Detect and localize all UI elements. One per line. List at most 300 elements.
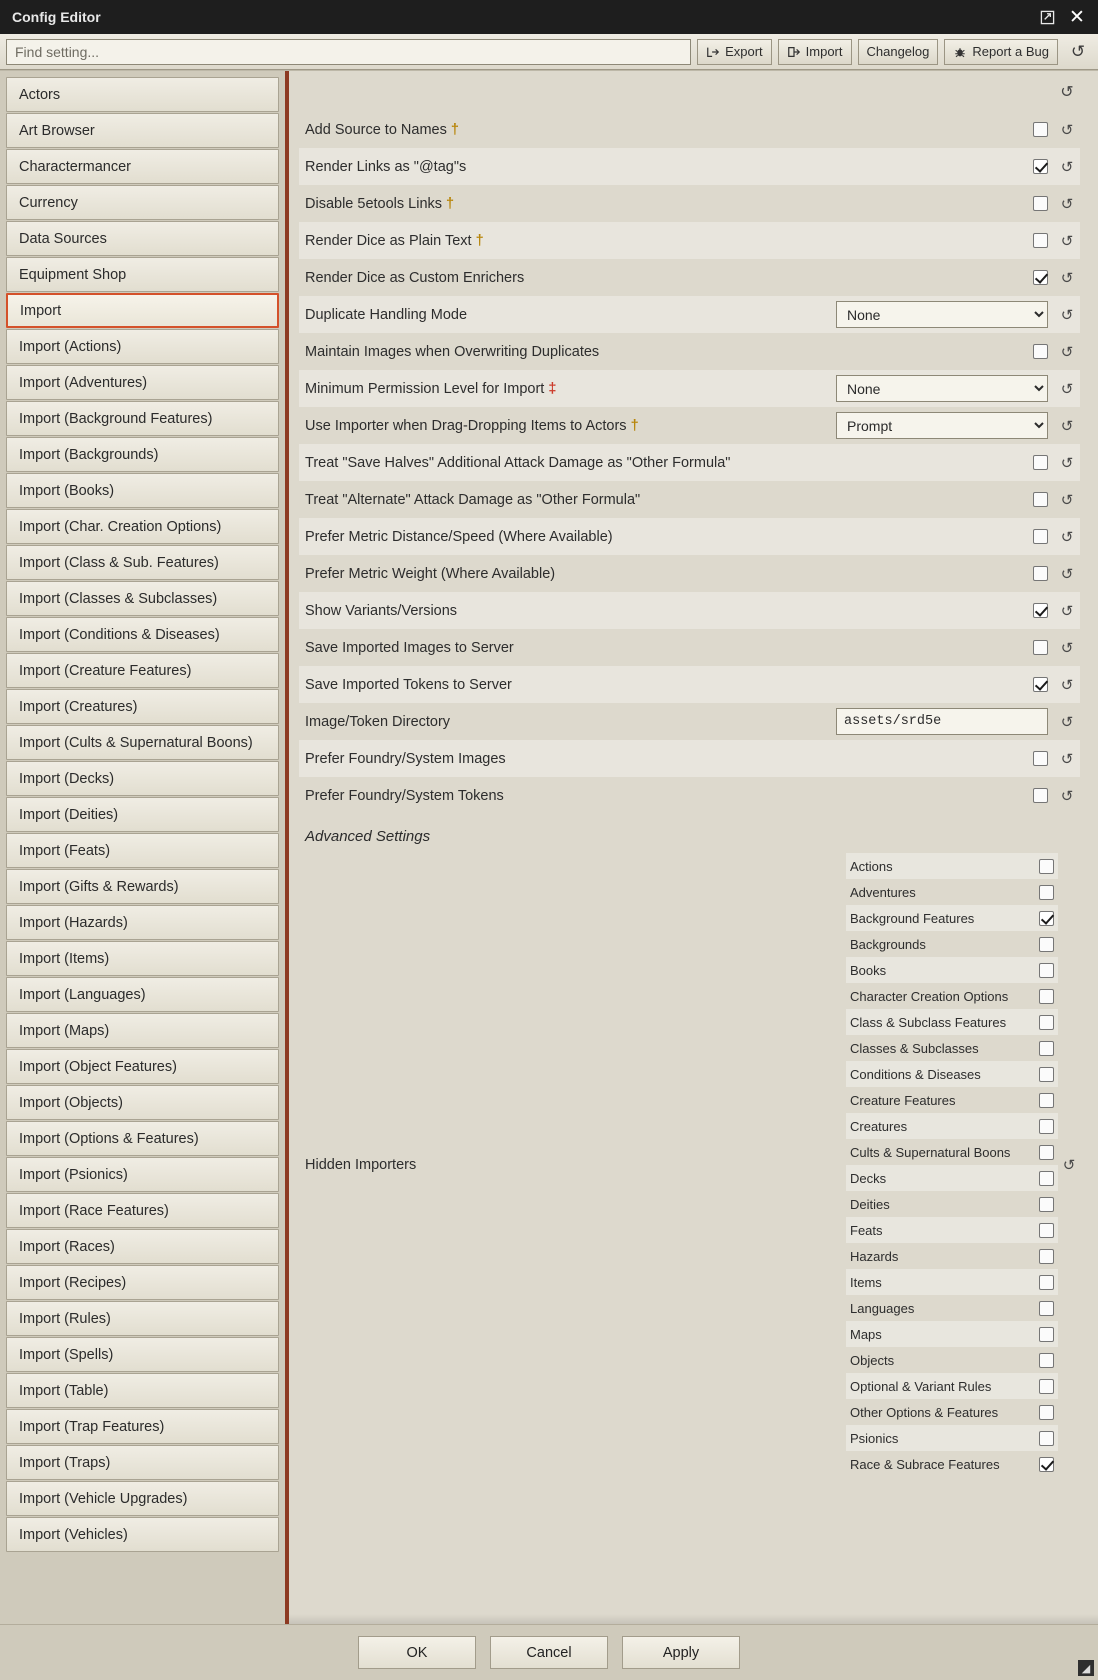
sidebar-item-label: Import (Cults & Supernatural Boons) [19,734,253,751]
sidebar-item-label: Import (Creature Features) [19,662,192,679]
setting-label-text: Prefer Metric Weight (Where Available) [305,565,556,582]
setting-checkbox[interactable] [1033,492,1048,507]
hidden-importer-label: Adventures [850,884,916,900]
setting-row [299,666,1080,703]
setting-reset-icon[interactable]: ↺ [1060,158,1074,176]
setting-control [836,412,1048,439]
setting-checkbox[interactable] [1033,233,1048,248]
sidebar-item-art-browser[interactable] [6,113,279,148]
hidden-importer-row [846,1061,1058,1087]
setting-label-text: Image/Token Directory [305,713,451,730]
hidden-importer-label: Creatures [850,1118,908,1134]
popout-icon[interactable] [1032,4,1062,30]
sidebar-item-import-feats[interactable] [6,833,279,868]
window-title: Config Editor [12,9,101,25]
setting-checkbox[interactable] [1033,603,1048,618]
sidebar-item-label: Import (Background Features) [19,410,213,427]
setting-label-text: Prefer Foundry/System Tokens [305,787,504,804]
setting-reset-icon[interactable]: ↺ [1060,750,1074,768]
setting-label-text: Treat "Alternate" Attack Damage as "Other Formula" [305,491,641,508]
sidebar-item-import-backgrounds[interactable] [6,437,279,472]
hidden-importer-label: Books [850,962,887,978]
hidden-importer-label: Optional & Variant Rules [850,1378,992,1394]
sidebar-item-import-trap-features[interactable] [6,1409,279,1444]
setting-row [299,592,1080,629]
setting-row [299,407,1080,444]
hidden-importers-control [846,853,1080,1477]
setting-label [305,677,828,693]
setting-reset-icon[interactable]: ↺ [1060,121,1074,139]
setting-control [836,455,1048,470]
hidden-importer-row [846,1009,1058,1035]
hidden-importer-row [846,1269,1058,1295]
setting-reset-icon[interactable]: ↺ [1060,306,1074,324]
sidebar-item-import-object-features[interactable] [6,1049,279,1084]
sidebar-item-label: Import (Maps) [19,1022,110,1039]
hidden-importer-checkbox[interactable] [1039,1405,1054,1420]
hidden-importer-label: Psionics [850,1430,899,1446]
setting-row [299,481,1080,518]
setting-control [836,640,1048,655]
setting-checkbox[interactable] [1033,566,1048,581]
hidden-importer-label: Languages [850,1300,915,1316]
setting-reset-icon[interactable]: ↺ [1060,343,1074,361]
setting-reset-icon[interactable]: ↺ [1060,195,1074,213]
setting-row [299,148,1080,185]
setting-label [305,381,828,397]
setting-label-text: Duplicate Handling Mode [305,306,468,323]
hidden-importer-label: Creature Features [850,1092,956,1108]
setting-label [305,529,828,545]
import-button[interactable] [778,39,852,65]
setting-row [299,370,1080,407]
setting-checkbox[interactable] [1033,529,1048,544]
setting-checkbox[interactable] [1033,159,1048,174]
sidebar-item-import-vehicles[interactable] [6,1517,279,1552]
setting-label-text: Prefer Metric Distance/Speed (Where Available) [305,528,613,545]
sidebar-item-label: Import (Objects) [19,1094,123,1111]
settings-sidebar[interactable] [0,71,285,1624]
sidebar-item-data-sources[interactable] [6,221,279,256]
setting-row [299,111,1080,148]
sidebar-item-label: Import (Vehicles) [19,1526,128,1543]
setting-row [299,518,1080,555]
sidebar-item-import-hazards[interactable] [6,905,279,940]
sidebar-item-label: Import (Spells) [19,1346,114,1363]
hidden-importer-row [846,853,1058,879]
hidden-importer-label: Cults & Supernatural Boons [850,1144,1011,1160]
hidden-importer-row [846,1321,1058,1347]
setting-control [836,566,1048,581]
sidebar-item-currency[interactable] [6,185,279,220]
setting-label-text: Add Source to Names [305,121,447,138]
dagger-marker-icon: † [626,417,639,434]
changelog-label: Changelog [866,44,930,59]
dagger-marker-icon: † [446,121,459,138]
hidden-importers-reset-icon[interactable]: ↺ [1062,1157,1076,1174]
hidden-importer-checkbox[interactable] [1039,911,1054,926]
sidebar-item-import-deities[interactable] [6,797,279,832]
sidebar-item-label: Import (Recipes) [19,1274,127,1291]
sidebar-item-import-options-features[interactable] [6,1121,279,1156]
sidebar-item-label: Import (Backgrounds) [19,446,159,463]
setting-label [305,788,828,804]
setting-checkbox[interactable] [1033,788,1048,803]
ok-button[interactable]: OK [358,1636,476,1669]
setting-label-text: Render Dice as Custom Enrichers [305,269,525,286]
double-dagger-marker-icon: ‡ [544,380,557,397]
sidebar-item-label: Import (Race Features) [19,1202,169,1219]
hidden-importer-checkbox[interactable] [1039,1067,1054,1082]
sidebar-item-label: Import (Rules) [19,1310,111,1327]
sidebar-item-label: Import (Conditions & Diseases) [19,626,220,643]
sidebar-item-label: Import (Items) [19,950,110,967]
sidebar-list [6,77,279,1552]
setting-select[interactable] [836,375,1048,402]
dialog-footer [0,1624,1098,1680]
sidebar-item-import[interactable] [6,293,279,328]
sidebar-item-import-objects[interactable] [6,1085,279,1120]
hidden-importer-row [846,1139,1058,1165]
setting-label [305,492,828,508]
hidden-importer-label: Feats [850,1222,883,1238]
sidebar-item-label: Actors [19,86,61,103]
hidden-importer-label: Character Creation Options [850,988,1009,1004]
sidebar-item-label: Import (Actions) [19,338,122,355]
sidebar-item-label: Import (Deities) [19,806,119,823]
hidden-importer-row [846,1165,1058,1191]
setting-row [299,222,1080,259]
sidebar-item-label: Import (Adventures) [19,374,148,391]
setting-control [836,301,1048,328]
setting-label-text: Use Importer when Drag-Dropping Items to Actors [305,417,627,434]
setting-checkbox[interactable] [1033,455,1048,470]
hidden-importer-checkbox[interactable] [1039,1431,1054,1446]
settings-scroll-area[interactable] [289,71,1098,1624]
setting-label [305,566,828,582]
main-body [0,70,1098,1624]
hidden-importer-checkbox[interactable] [1039,1041,1054,1056]
close-icon[interactable]: ✕ [1069,6,1085,28]
setting-reset-icon[interactable]: ↺ [1060,713,1074,731]
dagger-marker-icon: † [471,232,484,249]
hidden-importer-checkbox[interactable] [1039,1327,1054,1342]
setting-label [305,159,828,175]
hidden-importer-label: Background Features [850,910,975,926]
setting-reset-icon[interactable]: ↺ [1060,232,1074,250]
settings-content [285,71,1098,1624]
hidden-importer-checkbox[interactable] [1039,1223,1054,1238]
hidden-importers-list[interactable] [846,853,1058,1477]
sidebar-item-label: Import (Hazards) [19,914,128,931]
hidden-importer-checkbox[interactable] [1039,1119,1054,1134]
setting-checkbox[interactable] [1033,344,1048,359]
hidden-importer-row [846,1451,1058,1477]
setting-control [836,603,1048,618]
setting-label [305,603,828,619]
hidden-importers-label: Hidden Importers [305,1157,417,1173]
setting-label-text: Render Dice as Plain Text [305,232,472,249]
apply-button[interactable]: Apply [622,1636,740,1669]
sidebar-item-import-class-sub-features[interactable] [6,545,279,580]
sidebar-item-import-decks[interactable] [6,761,279,796]
setting-text-input[interactable] [836,708,1048,735]
sidebar-item-import-gifts-rewards[interactable] [6,869,279,904]
hidden-importer-checkbox[interactable] [1039,859,1054,874]
sidebar-item-label: Import (Psionics) [19,1166,128,1183]
setting-label [305,307,828,323]
setting-reset-icon[interactable]: ↺ [1060,528,1074,546]
sidebar-item-label: Import (Options & Features) [19,1130,199,1147]
setting-checkbox[interactable] [1033,122,1048,137]
sidebar-item-import-races[interactable] [6,1229,279,1264]
sidebar-item-import-psionics[interactable] [6,1157,279,1192]
hidden-importer-label: Race & Subrace Features [850,1456,1000,1472]
resize-handle[interactable]: ◢ [1078,1660,1094,1676]
hidden-importer-label: Backgrounds [850,936,926,952]
setting-label [305,751,828,767]
setting-reset-icon[interactable]: ↺ [1060,676,1074,694]
cancel-button[interactable]: Cancel [490,1636,608,1669]
setting-reset-icon[interactable]: ↺ [1060,639,1074,657]
hidden-importer-row [846,1087,1058,1113]
sidebar-item-label: Import [20,302,62,319]
sidebar-item-label: Import (Races) [19,1238,115,1255]
sidebar-item-import-creature-features[interactable] [6,653,279,688]
setting-reset-icon[interactable]: ↺ [1060,787,1074,805]
title-bar [0,0,1098,34]
setting-label-text: Render Links as "@tag"s [305,158,467,175]
sidebar-item-label: Art Browser [19,122,95,139]
sidebar-item-label: Import (Trap Features) [19,1418,165,1435]
hidden-importer-label: Actions [850,858,893,874]
reset-all-icon[interactable]: ↺ [1070,41,1086,61]
sidebar-item-import-maps[interactable] [6,1013,279,1048]
setting-label [305,418,828,434]
hidden-importer-checkbox[interactable] [1039,1093,1054,1108]
sidebar-item-import-creatures[interactable] [6,689,279,724]
sidebar-item-label: Charactermancer [19,158,132,175]
setting-label-text: Treat "Save Halves" Additional Attack Damage as "Other Formula" [305,454,731,471]
hidden-importer-checkbox[interactable] [1039,1171,1054,1186]
setting-row [299,629,1080,666]
setting-checkbox[interactable] [1033,640,1048,655]
setting-row [299,777,1080,814]
sidebar-item-label: Import (Creatures) [19,698,138,715]
setting-row [299,555,1080,592]
hidden-importer-checkbox[interactable] [1039,885,1054,900]
sidebar-item-import-recipes[interactable] [6,1265,279,1300]
setting-reset-icon[interactable]: ↺ [1060,565,1074,583]
sidebar-item-label: Import (Object Features) [19,1058,177,1075]
setting-control [836,344,1048,359]
hidden-importer-row [846,1347,1058,1373]
hidden-importer-row [846,879,1058,905]
sidebar-item-label: Import (Feats) [19,842,111,859]
setting-row [299,740,1080,777]
hidden-importer-checkbox[interactable] [1039,1353,1054,1368]
hidden-importers-block [299,853,1080,1477]
setting-label-text: Minimum Permission Level for Import [305,380,545,397]
setting-select[interactable] [836,301,1048,328]
hidden-importer-label: Deities [850,1196,890,1212]
sidebar-item-label: Data Sources [19,230,107,247]
setting-label-text: Disable 5etools Links [305,195,443,212]
setting-checkbox[interactable] [1033,751,1048,766]
hidden-importer-checkbox[interactable] [1039,937,1054,952]
hidden-importer-row [846,957,1058,983]
setting-label-text: Show Variants/Versions [305,602,458,619]
hidden-importer-row [846,1035,1058,1061]
hidden-importer-checkbox[interactable] [1039,1457,1054,1472]
hidden-importer-label: Hazards [850,1248,899,1264]
setting-label [305,455,828,471]
hidden-importer-row [846,905,1058,931]
setting-reset-icon[interactable]: ↺ [1060,491,1074,509]
setting-reset-icon[interactable]: ↺ [1060,417,1074,435]
sidebar-item-import-items[interactable] [6,941,279,976]
sidebar-item-label: Import (Decks) [19,770,115,787]
hidden-importer-label: Items [850,1274,882,1290]
hidden-importer-checkbox[interactable] [1039,1301,1054,1316]
setting-label [305,344,828,360]
sidebar-item-label: Import (Books) [19,482,115,499]
sidebar-item-label: Import (Classes & Subclasses) [19,590,218,607]
setting-label [305,714,828,730]
setting-label-text: Save Imported Tokens to Server [305,676,512,693]
setting-label [305,122,828,138]
hidden-importer-label: Classes & Subclasses [850,1040,979,1056]
setting-label [305,270,828,286]
sidebar-item-label: Import (Char. Creation Options) [19,518,222,535]
hidden-importer-checkbox[interactable] [1039,1145,1054,1160]
setting-row [299,333,1080,370]
settings-rows [299,111,1080,814]
sidebar-item-import-spells[interactable] [6,1337,279,1372]
setting-control [836,233,1048,248]
sidebar-item-label: Import (Table) [19,1382,109,1399]
setting-control [836,122,1048,137]
sidebar-item-label: Import (Traps) [19,1454,111,1471]
hidden-importer-checkbox[interactable] [1039,1197,1054,1212]
setting-control [836,375,1048,402]
setting-checkbox[interactable] [1033,270,1048,285]
setting-control [836,751,1048,766]
sidebar-item-import-vehicle-upgrades[interactable] [6,1481,279,1516]
setting-label-text: Maintain Images when Overwriting Duplicates [305,343,600,360]
import-label: Import [805,44,843,59]
setting-row [299,296,1080,333]
export-button[interactable] [697,39,772,65]
setting-control [836,159,1048,174]
sidebar-item-import-books[interactable] [6,473,279,508]
hidden-importer-checkbox[interactable] [1039,1275,1054,1290]
category-reset-row [299,77,1080,111]
sidebar-item-equipment-shop[interactable] [6,257,279,292]
setting-reset-icon[interactable]: ↺ [1060,602,1074,620]
toolbar [0,34,1098,70]
setting-row [299,444,1080,481]
hidden-importer-row [846,1243,1058,1269]
sidebar-item-import-cults-supernatural-boons[interactable] [6,725,279,760]
report-bug-button[interactable] [944,39,1058,65]
sidebar-item-charactermancer[interactable] [6,149,279,184]
sidebar-item-label: Import (Class & Sub. Features) [19,554,219,571]
sidebar-item-label: Equipment Shop [19,266,127,283]
sidebar-item-actors[interactable] [6,77,279,112]
setting-label [305,233,828,249]
setting-control [836,708,1048,735]
hidden-importer-row [846,1425,1058,1451]
hidden-importer-row [846,1399,1058,1425]
hidden-importer-row [846,1295,1058,1321]
setting-control [836,788,1048,803]
sidebar-item-label: Import (Vehicle Upgrades) [19,1490,188,1507]
hidden-importer-checkbox[interactable] [1039,1379,1054,1394]
changelog-button[interactable] [858,39,939,65]
sidebar-item-import-languages[interactable] [6,977,279,1012]
hidden-importer-row [846,1191,1058,1217]
hidden-importer-checkbox[interactable] [1039,989,1054,1004]
report-bug-label: Report a Bug [972,44,1049,59]
sidebar-item-import-background-features[interactable] [6,401,279,436]
hidden-importer-label: Conditions & Diseases [850,1066,981,1082]
setting-row [299,185,1080,222]
sidebar-item-label: Import (Gifts & Rewards) [19,878,179,895]
sidebar-item-import-conditions-diseases[interactable] [6,617,279,652]
dagger-marker-icon: † [442,195,455,212]
sidebar-item-label: Currency [19,194,78,211]
sidebar-item-import-adventures[interactable] [6,365,279,400]
hidden-importer-checkbox[interactable] [1039,963,1054,978]
setting-label [305,640,828,656]
setting-reset-icon[interactable]: ↺ [1060,454,1074,472]
hidden-importer-label: Class & Subclass Features [850,1014,1007,1030]
hidden-importer-label: Decks [850,1170,887,1186]
sidebar-item-import-char-creation-options[interactable] [6,509,279,544]
sidebar-item-import-race-features[interactable] [6,1193,279,1228]
hidden-importer-checkbox[interactable] [1039,1249,1054,1264]
setting-reset-icon[interactable]: ↺ [1060,269,1074,287]
setting-control [836,270,1048,285]
bug-icon [953,45,967,59]
setting-reset-icon[interactable]: ↺ [1060,380,1074,398]
setting-label [305,196,828,212]
setting-control [836,677,1048,692]
sidebar-item-import-rules[interactable] [6,1301,279,1336]
hidden-importer-label: Other Options & Features [850,1404,999,1420]
hidden-importer-row [846,1373,1058,1399]
sidebar-item-import-classes-subclasses[interactable] [6,581,279,616]
sidebar-item-import-table[interactable] [6,1373,279,1408]
setting-checkbox[interactable] [1033,677,1048,692]
setting-label-text: Prefer Foundry/System Images [305,750,506,767]
export-label: Export [725,44,763,59]
setting-control [836,529,1048,544]
setting-checkbox[interactable] [1033,196,1048,211]
setting-row [299,703,1080,740]
setting-row [299,259,1080,296]
setting-control [836,492,1048,507]
setting-select[interactable] [836,412,1048,439]
hidden-importer-label: Objects [850,1352,895,1368]
setting-label-text: Save Imported Images to Server [305,639,514,656]
sidebar-item-import-traps[interactable] [6,1445,279,1480]
category-reset-icon[interactable]: ↺ [1060,84,1074,101]
search-input[interactable] [6,39,691,65]
hidden-importer-checkbox[interactable] [1039,1015,1054,1030]
sidebar-item-import-actions[interactable] [6,329,279,364]
